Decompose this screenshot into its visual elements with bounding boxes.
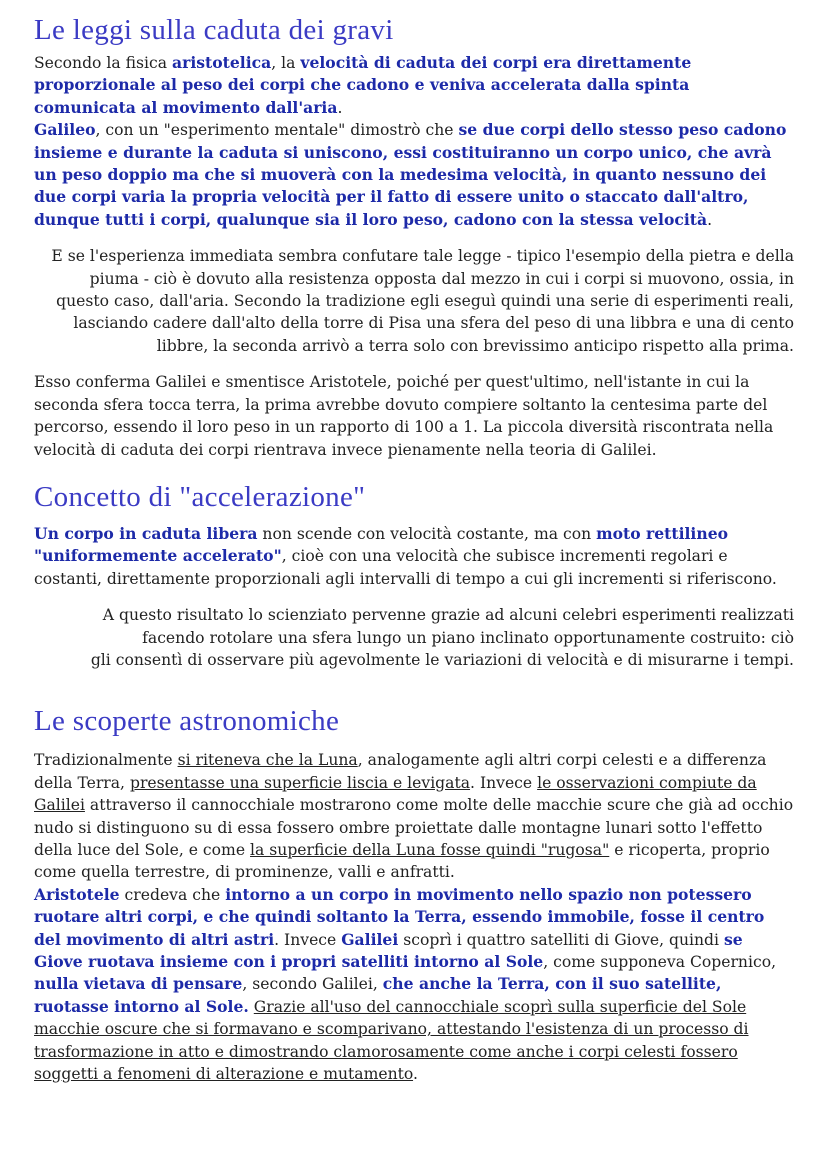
highlight-text: Aristotele [34,884,120,904]
section-title-acceleration: Concetto di "accelerazione" [34,480,366,513]
paragraph-jupiter-satellites [34,884,794,1086]
text: . Invece [274,930,342,949]
paragraph-free-fall [34,523,794,590]
section-title-falling-bodies: Le leggi sulla caduta dei gravi [34,14,394,46]
text: Secondo la fisica [34,54,173,72]
block-quote-inclined-plane [34,604,794,671]
text: e ricoperta, proprio come quella terrestre, di prominenze, valli e anfratti. [34,840,770,882]
paragraph-galileo-thought-experiment [34,119,794,231]
paragraph-confirmation: Esso conferma Galilei e smentisce Aristotele, poiché per quest'ultimo, nell'istante in cui la seconda sfera tocca terra, la prima avrebbe dovuto compiere soltanto la centesima parte del percorso, essendo il loro peso in un rapporto di 100 a 1. La piccola diversità riscontrata nella velocità di caduta dei corpi rientrava invece pienamente nella teoria di Galilei. [34,373,774,459]
text: , cioè con una velocità che subisce incrementi regolari e costanti, direttamente proporzionali agli intervalli di tempo a cui gli incrementi si riferiscono. [34,547,777,588]
quote-line: piuma - ciò è dovuto alla resistenza opposta dal mezzo in cui i corpi si muovono, ossia, in [89,269,794,288]
text: , analogamente agli altri corpi celesti e a differenza della Terra, [34,751,767,792]
text: , secondo Galilei, [242,975,383,994]
text: Tradizionalmente [34,751,178,770]
text: . [337,98,343,117]
quote-line: lasciando cadere dall'alto della torre di Pisa una sfera del peso di una libbra e una di cento [73,314,794,333]
highlight-text: nulla vietava di pensare [34,974,243,994]
underlined-text: presentasse una superficie liscia e levigata [129,773,471,792]
quote-line: A questo risultato lo scienziato pervenne grazie ad alcuni celebri esperimenti realizzati [102,606,794,625]
text: credeva che [119,885,226,904]
underlined-text: Grazie all'uso del cannocchiale scoprì sulla superficie del Sole macchie oscure che si formavano e scomparivano, attestando l'esistenza di un processo di trasformazione in atto e dimostrando clamorosamente come anche i corpi celesti fossero soggetti a fenomeni di alterazione e mutamento [34,997,749,1084]
quote-line: gli consentì di osservare più agevolmente le variazioni di velocità e di misurarne i tempi. [90,650,794,669]
text: attraverso il cannocchiale mostrarono come molte delle macchie scure che già ad occhio nudo si distinguono su di essa fossero ombre proiettate dalle montagne lunari sotto l'effetto della luce del Sole, e come [34,796,794,859]
text: , la [271,54,301,72]
highlight-text: aristotelica [172,53,272,72]
quote-line: facendo rotolare una sfera lungo un piano inclinato opportunamente costruito: ciò [142,628,794,647]
highlight-text: moto rettilineo "uniformemente accelerato" [34,523,729,566]
paragraph-moon-surface [34,749,794,883]
section-title-astronomy: Le scoperte astronomiche [34,705,340,738]
text: . Invece [470,773,538,792]
underlined-text: la superficie della Luna fosse quindi "rugosa" [250,840,610,859]
highlight-text: che anche la Terra, con il suo satellite, ruotasse intorno al Sole. [34,974,722,1016]
paragraph-aristotle-view [34,52,794,119]
underlined-text: le osservazioni compiute da Galilei [34,773,757,815]
underlined-text: si riteneva che la Luna [177,751,358,770]
highlight-text: se due corpi dello stesso peso cadono insieme e durante la caduta si uniscono, essi costituiranno un corpo unico, che avrà un peso doppio ma che si muoverà con la medesima velocità, in quanto nessuno dei due corpi varia la propria velocità per il fatto di essere unito o staccato dall'altro, dunque tutti i corpi, qualunque sia il loro peso, cadono con la stessa velocità [34,120,787,229]
block-quote-pisa [34,245,794,357]
highlight-text: Galileo [34,120,96,140]
text: , con un "esperimento mentale" dimostrò che [95,121,459,140]
text: scoprì i quattro satelliti di Giove, quindi [398,930,724,949]
highlight-text: Galilei [341,929,399,949]
quote-line: E se l'esperienza immediata sembra confutare tale legge - tipico l'esempio della pietra e della [51,247,794,266]
highlight-text: se Giove ruotava insieme con i propri satelliti intorno al Sole [34,929,743,971]
text: non scende con velocità costante, ma con [257,524,597,543]
text: , come supponeva Copernico, [543,953,777,971]
highlight-text: intorno a un corpo in movimento nello spazio non potessero ruotare altri corpi, e che quindi soltanto la Terra, essendo immobile, fosse il centro del movimento di altri astri [34,884,765,949]
text: . [707,210,713,229]
text: . [413,1065,419,1084]
quote-line: questo caso, dall'aria. Secondo la tradizione egli eseguì quindi una serie di esperimenti reali, [56,292,794,311]
quote-line: libbre, la seconda arrivò a terra solo con brevissimo anticipo rispetto alla prima. [156,336,794,355]
highlight-text: velocità di caduta dei corpi era direttamente proporzionale al peso dei corpi che cadono e veniva accelerata dalla spinta comunicata al movimento dall'aria [34,53,692,117]
highlight-text: Un corpo in caduta libera [34,523,258,543]
